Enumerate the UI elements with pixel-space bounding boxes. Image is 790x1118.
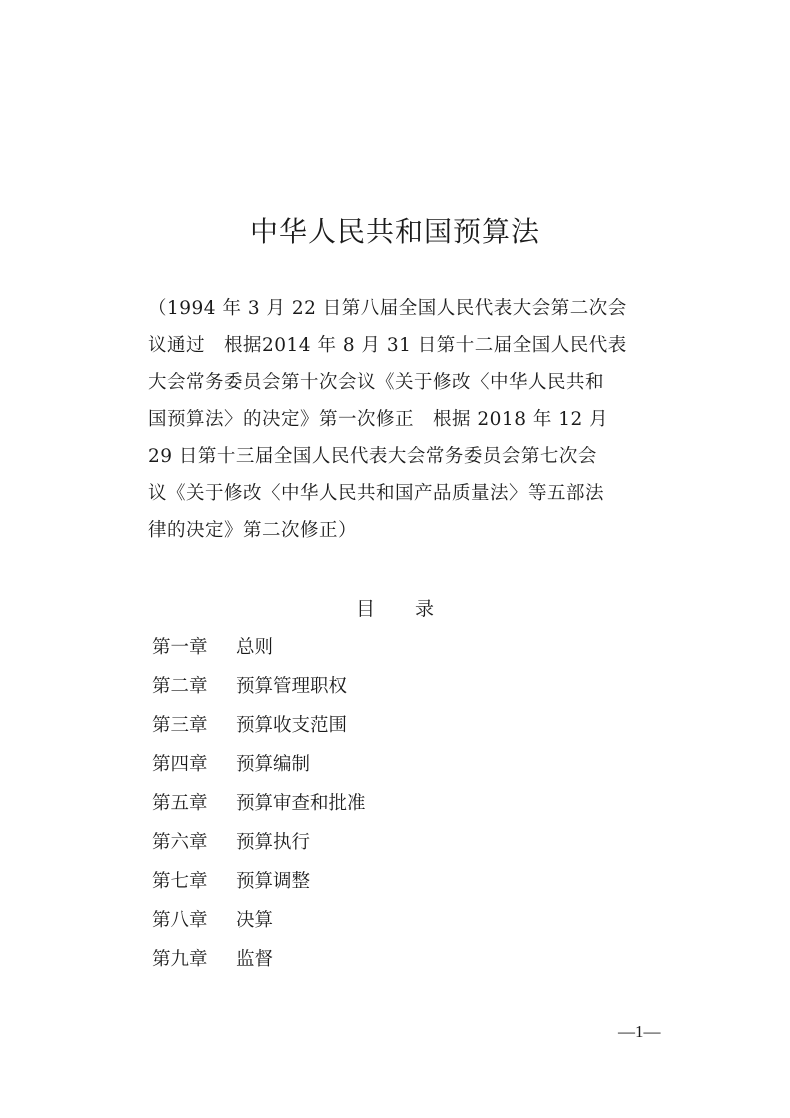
preamble-line: 29 日第十三届全国人民代表大会常务委员会第七次会 [148, 446, 597, 467]
toc-chapter-number: 第六章 [152, 832, 208, 853]
toc-chapter-name: 预算收支范围 [236, 715, 348, 736]
toc-item[interactable] [152, 667, 366, 706]
toc-chapter-number: 第四章 [152, 754, 208, 775]
toc-chapter-name: 总则 [236, 637, 274, 658]
toc-heading-char: 录 [415, 598, 435, 620]
toc-chapter-number: 第九章 [152, 949, 208, 970]
preamble-line: 议通过 根据2014 年 8 月 31 日第十二届全国人民代表 [148, 335, 627, 356]
toc-chapter-name: 预算管理职权 [236, 676, 348, 697]
toc-heading-char: 目 [355, 598, 375, 620]
preamble-line: （1994 年 3 月 22 日第八届全国人民代表大会第二次会 [148, 298, 627, 319]
toc-item[interactable] [152, 745, 366, 784]
preamble-line: 大会常务委员会第十次会议《关于修改〈中华人民共和 [148, 372, 605, 393]
toc-chapter-name: 决算 [236, 910, 274, 931]
toc-chapter-name: 预算执行 [236, 832, 311, 853]
toc-chapter-number: 第八章 [152, 910, 208, 931]
toc-item[interactable] [152, 940, 366, 979]
toc-item[interactable] [152, 628, 366, 667]
toc-item[interactable] [152, 901, 366, 940]
toc-item[interactable] [152, 823, 366, 862]
preamble [148, 290, 658, 549]
toc-chapter-number: 第三章 [152, 715, 208, 736]
toc-item[interactable] [152, 706, 366, 745]
preamble-line: 议《关于修改〈中华人民共和国产品质量法〉等五部法 [148, 483, 605, 504]
toc-chapter-name: 监督 [236, 949, 274, 970]
toc-item[interactable] [152, 862, 366, 901]
page-number: —1— [618, 1022, 661, 1041]
toc-chapter-name: 预算调整 [236, 871, 311, 892]
preamble-line: 国预算法〉的决定》第一次修正 根据 2018 年 12 月 [148, 409, 609, 430]
table-of-contents [152, 628, 366, 979]
toc-chapter-number: 第五章 [152, 793, 208, 814]
preamble-line: 律的决定》第二次修正） [148, 520, 358, 541]
toc-chapter-number: 第二章 [152, 676, 208, 697]
toc-chapter-name: 预算编制 [236, 754, 311, 775]
toc-chapter-number: 第一章 [152, 637, 208, 658]
toc-heading [0, 595, 790, 623]
document-title: 中华人民共和国预算法 [249, 215, 540, 248]
toc-chapter-number: 第七章 [152, 871, 208, 892]
toc-item[interactable] [152, 784, 366, 823]
toc-chapter-name: 预算审查和批准 [236, 793, 366, 814]
